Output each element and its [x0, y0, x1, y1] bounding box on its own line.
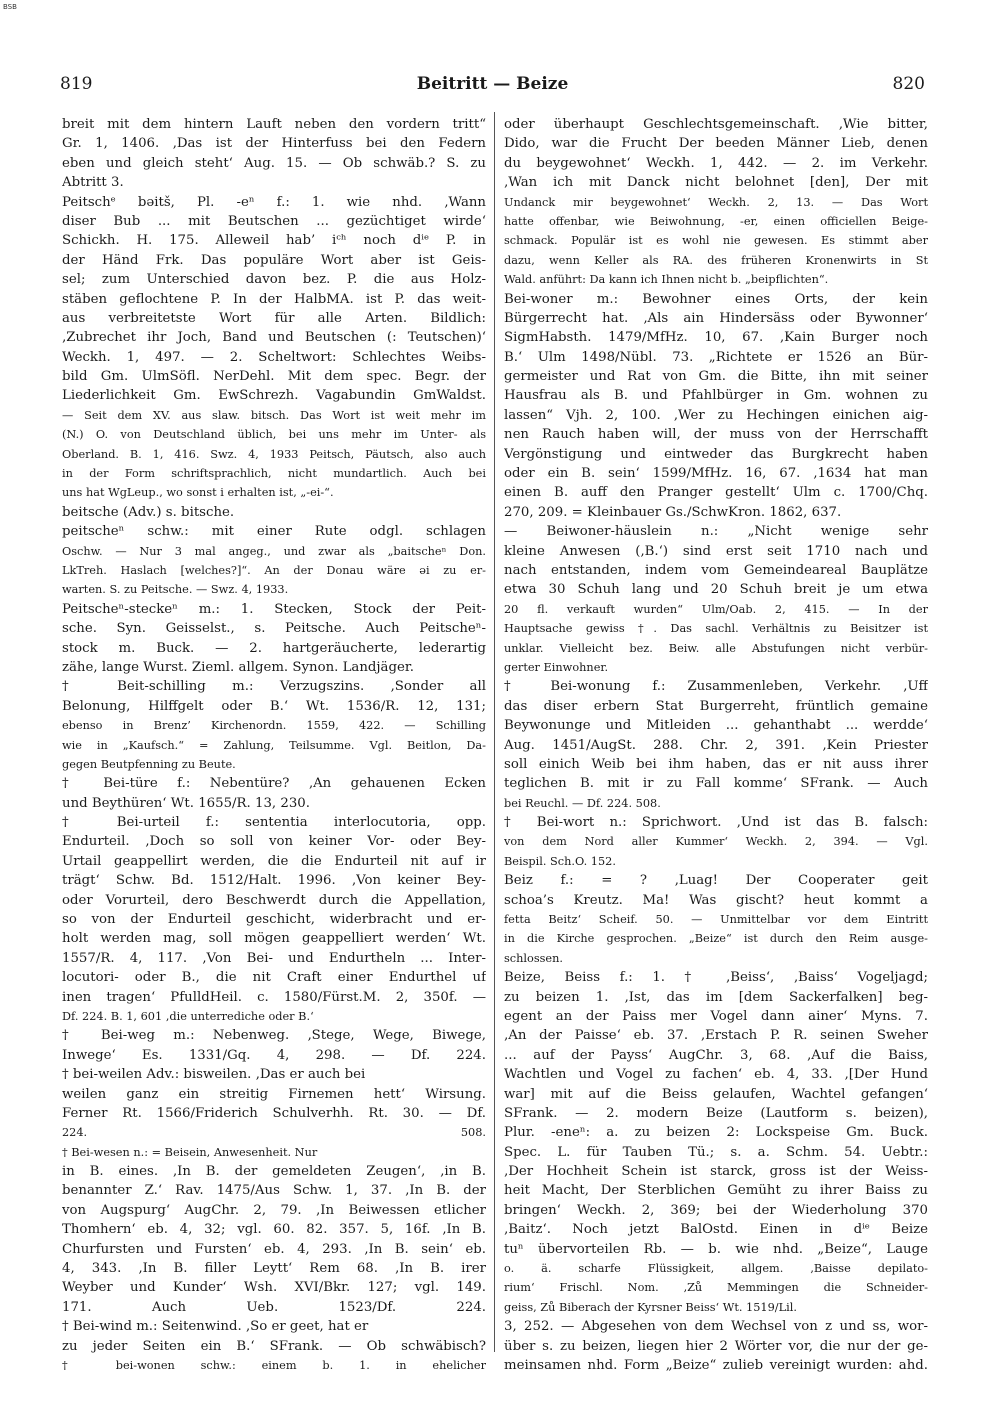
- text-line: † Bei-wonung f.: Zusammenleben, Verkehr. ‚Uff: [504, 679, 928, 695]
- text-line: fetta Beitz‘ Scheif. 50. — Unmittelbar vor dem Eintritt: [504, 913, 928, 927]
- text-line: der Händ Frk. Das populäre Wort aber ist Geis-: [62, 252, 486, 268]
- text-line: zähe, lange Wurst. Zieml. allgem. Synon. Landjäger.: [62, 659, 414, 675]
- text-line: Churfursten und Fursten‘ eb. 4, 293. ‚In B. sein‘ eb.: [62, 1241, 486, 1257]
- text-line: von Augspurg‘ AugChr. 2, 79. ‚In Beiwessen etlicher: [62, 1202, 486, 1218]
- text-line: Undanck mir beygewohnet‘ Weckh. 2, 13. — Das Wort: [504, 195, 928, 209]
- text-line: diser Bub ... mit Beutschen ... gezüchtiget wirde‘: [62, 213, 486, 229]
- text-line: warten. S. zu Peitsche. — Swz. 4, 1933.: [62, 583, 289, 597]
- text-line: in B. eines. ‚In B. der gemeldeten Zeugen‘, ‚in B.: [62, 1164, 486, 1180]
- text-line: heit Macht, Der Sterblichen Gemüht zu ihrer Baiss zu: [504, 1183, 928, 1199]
- text-line: † Bei-urteil f.: sententia interlocutoria, opp.: [62, 815, 486, 831]
- text-line: von dem Nord aller Kummer‘ Weckh. 2, 394. — Vgl.: [504, 835, 928, 849]
- text-line: tuⁿ übervorteilen Rb. — b. wie nhd. „Beize“, Lauge: [504, 1241, 928, 1257]
- text-line: Inwege‘ Es. 1331/Gq. 4, 298. — Df. 224.: [62, 1047, 486, 1063]
- text-line: sel; zum Unterschied davon bez. P. die aus Holz-: [62, 272, 486, 288]
- text-line: trägt‘ Schw. Bd. 1512/Halt. 1996. ‚Von keiner Bey-: [62, 873, 486, 889]
- running-title: Beitritt — Beize: [416, 74, 569, 94]
- text-line: wie in „Kaufsch.“ = Zahlung, Teilsumme. Vgl. Beitlon, Da-: [62, 738, 486, 752]
- text-line: zu beizen 1. ‚Ist, das im [dem Sackerfalken] beg-: [504, 989, 928, 1005]
- text-line: LkTreh. Haslach [welches?]“. An der Donau wäre əi zu er-: [62, 563, 486, 577]
- page-number-left: 819: [60, 74, 93, 94]
- text-line: Peitscheⁿ-steckeⁿ m.: 1. Stecken, Stock der Peit-: [62, 601, 486, 617]
- text-line: germeister und Rat von Gm. die Bitte, ihn mit seiner: [504, 369, 928, 385]
- text-line: Bei-woner m.: Bewohner eines Orts, der kein: [504, 291, 928, 307]
- text-line: Spec. L. für Tauben Tü.; s. a. Schm. 54. Uebtr.:: [504, 1144, 928, 1160]
- text-line: Weyber und Kunder‘ Wsh. XVI/Bkr. 127; vgl. 149.: [62, 1280, 486, 1296]
- text-line: ‚Zubrechet ihr Joch, Band und Beutschen (: Teutschen)‘: [62, 330, 486, 346]
- text-line: lassen“ Vjh. 2, 100. ‚Wer zu Hechingen einichen aig-: [504, 407, 928, 423]
- text-line: in der Form schriftsprachlich, nicht mundartlich. Auch bei: [62, 467, 486, 481]
- text-line: bringen‘ Weckh. 2, 369; bei der Wiederholung 370: [504, 1202, 928, 1218]
- text-line: SigmHabsth. 1479/MfHz. 10, 67. ‚Kain Burger noch: [504, 330, 928, 346]
- text-line: nach entstanden, indem vom Gemeindeareal Bauplätze: [504, 562, 928, 578]
- text-line: oder ein B. sein‘ 1599/MfHz. 16, 67. ‚1634 hat man: [504, 466, 928, 482]
- text-line: 1557/R. 4, 117. ‚Von Bei- und Endurtheln ... Inter-: [62, 950, 486, 966]
- text-line: Hauptsache gewiss †. Das sachl. Verhältnis zu Beisitzer ist: [504, 622, 928, 636]
- text-line: ebenso in Brenz’ Kirchenordn. 1559, 422. — Schilling: [62, 719, 486, 733]
- text-line: das diser erbern Stat Burgerreht, früntlich gemaine: [504, 698, 928, 714]
- text-line: und Beythüren‘ Wt. 1655/R. 13, 230.: [62, 795, 310, 811]
- text-line: locutori- oder B., die nit Craft einer Endurthel uf: [62, 970, 486, 986]
- text-line: Oberland. B. 1, 416. Swz. 4, 1933 Peitsch, Päutsch, also auch: [62, 447, 486, 461]
- text-line: geiss, Zů Biberach der Kyrsner Beiss‘ Wt. 1519/Lil.: [504, 1300, 797, 1314]
- text-line: 3, 252. — Abgesehen von dem Wechsel von z und ss, wor-: [504, 1319, 928, 1335]
- text-line: Aug. 1451/AugSt. 288. Chr. 2, 391. ‚Kein Priester: [504, 737, 928, 753]
- text-line: Beiz f.: = ? ‚Luag! Der Cooperater geit: [504, 873, 928, 889]
- text-line: etwa 30 Schuh lang und 20 Schuh breit je um etwa: [504, 582, 928, 598]
- text-line: in die Kirche gesprochen. „Beize“ ist durch den Reim ausge-: [504, 932, 928, 946]
- text-line: meinsamen nhd. Form „Beize“ zulieb vereinigt wurden: ahd.: [504, 1358, 928, 1373]
- text-line: SFrank. — 2. modern Beize (Lautform s. beizen),: [504, 1105, 928, 1121]
- column-divider: [494, 112, 495, 1352]
- text-line: sche. Syn. Geisselst., s. Peitsche. Auch Peitscheⁿ-: [62, 621, 486, 637]
- text-line: — Seit dem XV. aus slaw. bitsch. Das Wort ist weit mehr im: [62, 408, 486, 422]
- text-line: breit mit dem hintern Lauft neben den vordern tritt“: [62, 117, 486, 132]
- text-line: ‚Baitz‘. Noch jetzt BalOstd. Einen in dⁱᵉ Beize: [504, 1222, 928, 1238]
- text-line: eben und gleich steht‘ Aug. 15. — Ob schwäb.? S. zu: [62, 155, 486, 171]
- text-line: Abtritt 3.: [62, 175, 124, 191]
- text-line: Liederlichkeit Gm. EwSchrezh. Vagabundin GmWaldst.: [62, 388, 486, 404]
- right-column: [504, 115, 928, 1375]
- text-line: Weckh. 1, 497. — 2. Scheltwort: Schlechtes Weibs-: [62, 349, 486, 365]
- text-line: soll einich Weib bei ihm haben, das er nit auss ihrer: [504, 756, 928, 772]
- text-line: einen B. auff den Pranger gestellt‘ Ulm c. 1700/Chq.: [504, 485, 928, 501]
- text-line: du beygewohnet‘ Weckh. 1, 442. — 2. im Verkehr.: [504, 155, 928, 171]
- text-line: Belonung, Hilffgelt oder B.‘ Wt. 1536/R. 12, 131;: [62, 698, 486, 714]
- text-line: Urtail geappellirt werden, die die Endurteil nit auf ir: [62, 853, 486, 869]
- text-line: Ferner Rt. 1566/Friderich Schulverhh. Rt. 30. — Df.: [62, 1105, 486, 1121]
- library-stamp: BSB: [3, 3, 17, 11]
- text-line: B.‘ Ulm 1498/Nübl. 73. „Richtete er 1526 an Bür-: [504, 349, 928, 365]
- text-line: zu jeder Seiten ein B.‘ SFrank. — Ob schwäbisch?: [62, 1338, 486, 1354]
- text-line: † Bei-weg m.: Nebenweg. ‚Stege, Wege, Biwege,: [62, 1028, 486, 1044]
- text-line: teglichen B. mit ir zu Fall komme‘ SFrank. — Auch: [504, 776, 928, 792]
- text-line: holt werden mag, soll mögen geappelliert werden‘ Wt.: [62, 931, 486, 947]
- text-line: † Bei-wind m.: Seitenwind. ‚So er geet, hat er: [62, 1319, 369, 1335]
- text-line: unklar. Vielleicht bez. Beiw. alle Abstufungen nicht verbür-: [504, 641, 928, 655]
- text-line: Df. 224. B. 1, 601 ‚die unterrediche oder B.‘: [62, 1009, 314, 1023]
- text-line: Beispil. Sch.O. 152.: [504, 854, 616, 868]
- text-line: oder Vorurteil, dero Beschwerdt durch die Appellation,: [62, 892, 486, 908]
- text-line: Endurteil. ‚Doch so soll von keiner Vor- oder Bey-: [62, 834, 486, 850]
- text-line: Thomhern‘ eb. 4, 32; vgl. 60. 82. 357. 5, 16f. ‚In B.: [62, 1222, 486, 1238]
- text-line: † bei-weilen Adv.: bisweilen. ‚Das er auch bei: [62, 1067, 366, 1083]
- text-line: Oschw. — Nur 3 mal angeg., und zwar als „baitscheⁿ Don.: [62, 544, 486, 558]
- text-line: † bei-wonen schw.: einem b. 1. in ehelicher: [62, 1359, 486, 1372]
- text-line: 171. Auch Ueb. 1523/Df. 224.: [62, 1299, 486, 1315]
- text-line: benannter Z.‘ Rav. 1475/Aus Schw. 1, 37. ‚In B. der: [62, 1183, 486, 1199]
- text-line: inen tragen‘ PfulldHeil. c. 1580/Fürst.M. 2, 350f. —: [62, 989, 486, 1005]
- text-line: bei Reuchl. — Df. 224. 508.: [504, 796, 661, 810]
- text-line: beitsche (Adv.) s. bitsche.: [62, 504, 235, 520]
- text-line: Vergönstigung und eintweder das Burgkrecht haben: [504, 446, 928, 462]
- text-line: schlossen.: [504, 951, 563, 965]
- text-line: 4, 343. ‚In B. filler Leytt‘ Rem 68. ‚In B. irer: [62, 1261, 486, 1277]
- text-line: gerter Einwohner.: [504, 660, 609, 674]
- text-line: (N.) O. von Deutschland üblich, bei uns mehr im Unter- als: [62, 428, 486, 442]
- text-line: 20 fl. verkauft wurden“ Ulm/Oab. 2, 415. — In der: [504, 602, 928, 616]
- text-line: ‚An der Paisse‘ eb. 37. ‚Erstach P. R. seinen Sweher: [504, 1028, 928, 1044]
- page-header: [60, 72, 925, 102]
- text-line: nen Rauch haben will, der muss von der Herrschafft: [504, 427, 928, 443]
- text-line: egent an der Paiss mer Vogel dann ainer‘ Myns. 7.: [504, 1008, 928, 1024]
- text-line: ... auf der Payss‘ AugChr. 3, 68. ‚Auf die Baiss,: [504, 1047, 928, 1063]
- text-line: stäben geflochtene P. In der HalbMA. ist P. das weit-: [62, 291, 486, 307]
- text-line: Dido, war die Frucht Der beeden Männer Lieb, denen: [504, 136, 928, 152]
- text-line: † Bei-türe f.: Nebentüre? ‚An gehauenen Ecken: [62, 776, 486, 792]
- text-line: aus verbreitetste Wort für alle Arten. Bildlich:: [62, 310, 486, 326]
- text-line: Wachtlen und Vogel zu fachen‘ eb. 4, 33. ‚[Der Hund: [504, 1067, 928, 1083]
- text-line: stock m. Buck. — 2. hartgeräucherte, lederartig: [62, 640, 486, 656]
- text-line: uns hat WgLeup., wo sonst i erhalten ist, „-ei-“.: [62, 486, 334, 500]
- left-column: [62, 115, 486, 1375]
- text-line: kleine Anwesen (‚B.‘) sind erst seit 1710 nach und: [504, 543, 928, 559]
- text-line: 224. 508.: [62, 1126, 486, 1140]
- text-line: Bürgerrecht hat. ‚Als ain Hindersäss oder Bywonner‘: [504, 310, 928, 326]
- text-line: Beize, Beiss f.: 1. † ‚Beiss‘, ‚Baiss‘ Vogeljagd;: [504, 970, 928, 986]
- text-line: über s. zu beizen, liegen hier 2 Wörter vor, die nur der ge-: [504, 1338, 928, 1354]
- text-line: war] mit auf die Beiss gelaufen, Wachtel gefangen‘: [504, 1086, 928, 1102]
- text-line: † Bei-wesen n.: = Beisein, Anwesenheit. Nur: [62, 1145, 318, 1159]
- text-line: dazu, wenn Keller als RA. des früheren Kronenwirts in St: [504, 253, 928, 267]
- text-line: gegen Beutpfenning zu Beute.: [62, 757, 236, 771]
- page-number-right: 820: [892, 74, 925, 94]
- text-line: bild Gm. UlmSöfl. NerDehl. Mit dem spec. Begr. der: [62, 369, 486, 385]
- text-line: Peitschᵉ bəitš, Pl. -eⁿ f.: 1. wie nhd. ‚Wann: [62, 194, 486, 210]
- text-line: † Beit-schilling m.: Verzugszins. ‚Sonder all: [62, 679, 486, 695]
- text-line: Beywonunge und Mitleiden ... gehanthabt ... werdde‘: [504, 718, 928, 734]
- text-line: hatte offenbar, wie Beiwohnung, -er, einen officiellen Beige-: [504, 214, 928, 228]
- text-line: ‚Der Hochheit Schein ist starck, gross ist der Weiss-: [504, 1164, 928, 1180]
- text-line: Hausfrau als B. und Pfahlbürger in Gm. wohnen zu: [504, 388, 928, 404]
- text-line: schoa’s Kreutz. Ma! Was gischt? heut kommt a: [504, 892, 928, 908]
- text-line: 270, 209. = Kleinbauer Gs./SchwKron. 1862, 637.: [504, 504, 842, 520]
- text-line: Schickh. H. 175. Alleweil hab’ iᶜʰ noch dⁱᵉ P. in: [62, 233, 486, 249]
- text-line: weilen ganz ein streitig Firnemen hett‘ Wirsung.: [62, 1086, 486, 1102]
- text-line: — Beiwoner-häuslein n.: „Nicht wenige sehr: [504, 524, 928, 540]
- text-line: † Bei-wort n.: Sprichwort. ‚Und ist das B. falsch:: [504, 815, 928, 831]
- text-line: Wald. anführt: Da kann ich Ihnen nicht b. „beipflichten“.: [504, 273, 829, 287]
- text-line: Gr. 1, 1406. ‚Das ist der Hinterfuss bei den Federn: [62, 136, 486, 152]
- text-line: peitscheⁿ schw.: mit einer Rute odgl. schlagen: [62, 524, 486, 540]
- text-line: Plur. -eneⁿ: a. zu beizen 2: Lockspeise Gm. Buck.: [504, 1125, 928, 1141]
- text-line: ‚Wan ich mit Danck nicht belohnet [den], Der mit: [504, 175, 928, 191]
- text-line: so von der Endurteil geschicht, widerbracht und er-: [62, 912, 486, 928]
- text-line: oder überhaupt Geschlechtsgemeinschaft. ‚Wie bitter,: [504, 117, 928, 132]
- text-line: o. ä. scharfe Flüssigkeit, allgem. ‚Baisse depilato-: [504, 1262, 928, 1276]
- text-line: schmack. Populär ist es wohl nie gewesen. Es stimmt aber: [504, 234, 928, 248]
- text-line: rium‘ Frischl. Nom. ‚Zů Memmingen die Schneider-: [504, 1281, 928, 1295]
